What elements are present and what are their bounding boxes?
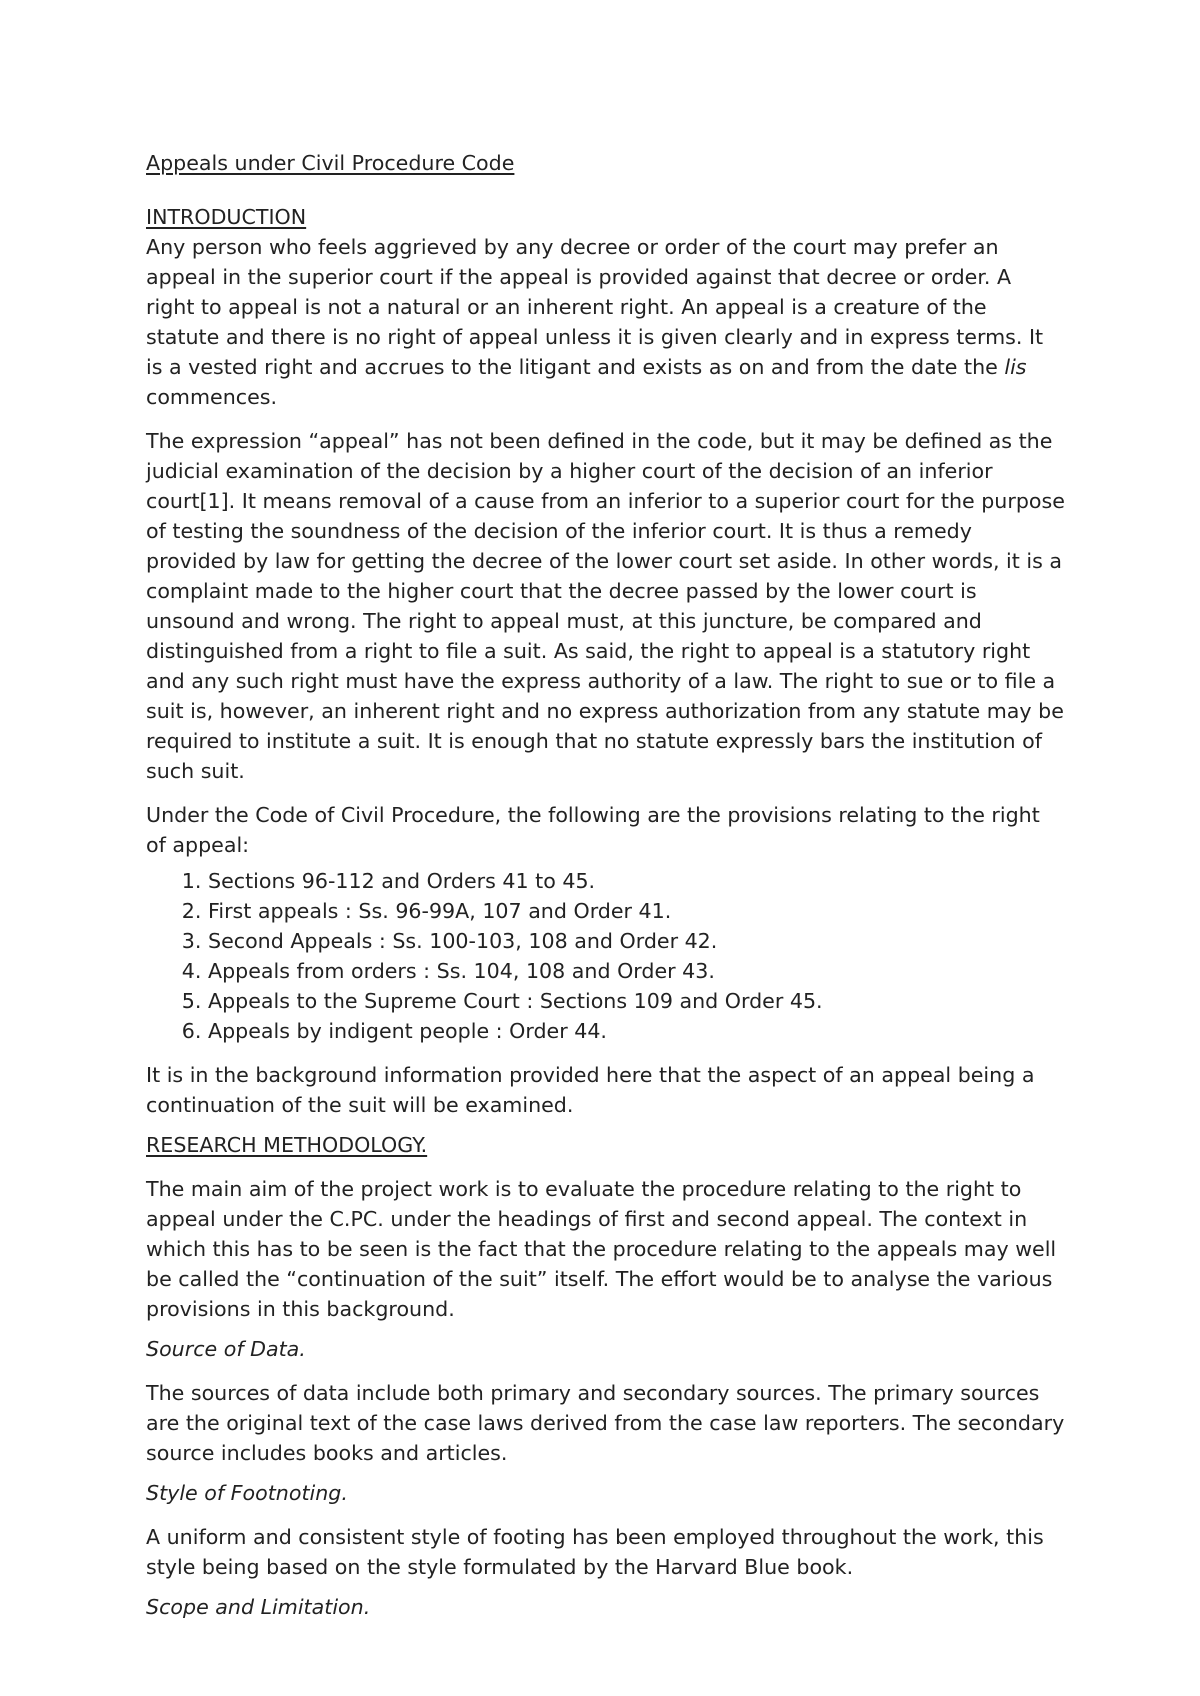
introduction-heading: INTRODUCTION <box>146 205 307 229</box>
intro-p1-text: Any person who feels aggrieved by any decree or order of the court may prefer an appeal in the superior court if the appeal is provided against that decree or order. A right to appeal is not a natural or an inherent right. An appeal is a creature of the statute and there is no right of appeal unless it is given clearly and in express terms. It is a vested right and accrues to the litigant and exists as on and from the date the <box>146 235 1044 379</box>
scope-and-limitation-heading: Scope and Limitation. <box>146 1595 371 1619</box>
intro-p1-end: commences. <box>146 385 278 409</box>
list-item: 1. Sections 96-112 and Orders 41 to 45. <box>208 866 1066 896</box>
source-of-data-heading: Source of Data. <box>146 1337 306 1361</box>
provisions-list <box>146 866 1066 1046</box>
list-item: 3. Second Appeals : Ss. 100-103, 108 and Order 42. <box>208 926 1066 956</box>
intro-paragraph-4: It is in the background information provided here that the aspect of an appeal being a continuation of the suit will be examined. <box>146 1063 1035 1117</box>
methodology-paragraph: The main aim of the project work is to evaluate the procedure relating to the right to appeal under the C.PC. under the headings of first and second appeal. The context in which this has to be seen is the fact that the procedure relating to the appeals may well be called the “continuation of the suit” itself. The effort would be to analyse the various provisions in this background. <box>146 1177 1057 1321</box>
research-methodology-heading: RESEARCH METHODOLOGY. <box>146 1133 428 1157</box>
intro-paragraph-2: The expression “appeal” has not been defined in the code, but it may be defined as the judicial examination of the decision by a higher court of the decision of an inferior court[1]. It means removal of a cause from an inferior to a superior court for the purpose of testing the soundness of the decision of the inferior court. It is thus a remedy provided by law for getting the decree of the lower court set aside. In other words, it is a complaint made to the higher court that the decree passed by the lower court is unsound and wrong. The right to appeal must, at this juncture, be compared and distinguished from a right to file a suit. As said, the right to appeal is a statutory right and any such right must have the express authority of a law. The right to sue or to file a suit is, however, an inherent right and no express authorization from any statute may be required to institute a suit. It is enough that no statute expressly bars the institution of such suit. <box>146 429 1065 783</box>
style-of-footnoting-heading: Style of Footnoting. <box>146 1481 348 1505</box>
list-item: 4. Appeals from orders : Ss. 104, 108 and Order 43. <box>208 956 1066 986</box>
intro-paragraph-3: Under the Code of Civil Procedure, the following are the provisions relating to the right of appeal: <box>146 803 1040 857</box>
document-title: Appeals under Civil Procedure Code <box>146 151 515 175</box>
intro-p1-italic: lis <box>1004 355 1027 379</box>
list-item: 2. First appeals : Ss. 96-99A, 107 and Order 41. <box>208 896 1066 926</box>
style-of-footnoting-paragraph: A uniform and consistent style of footing has been employed throughout the work, this style being based on the style formulated by the Harvard Blue book. <box>146 1525 1044 1579</box>
source-of-data-paragraph: The sources of data include both primary and secondary sources. The primary sources are the original text of the case laws derived from the case law reporters. The secondary source includes books and articles. <box>146 1381 1065 1465</box>
list-item: 6. Appeals by indigent people : Order 44. <box>208 1016 1066 1046</box>
document-page <box>146 148 1066 1622</box>
list-item: 5. Appeals to the Supreme Court : Sections 109 and Order 45. <box>208 986 1066 1016</box>
intro-paragraph-1 <box>146 232 1066 412</box>
